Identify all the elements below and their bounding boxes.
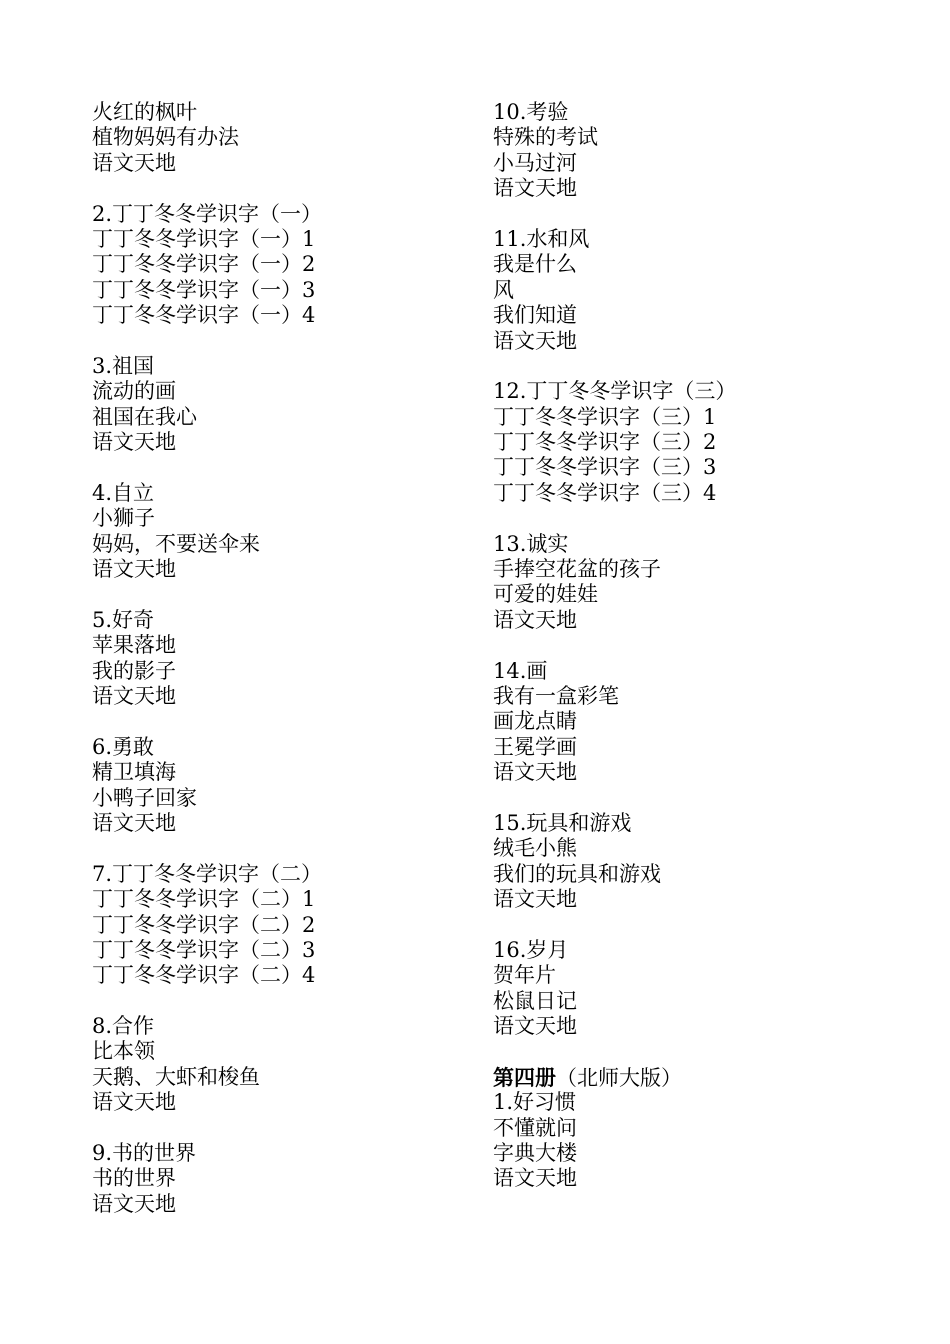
toc-unit-heading: 11.水和风 [493, 226, 590, 251]
toc-unit-heading: 4.自立 [92, 480, 155, 505]
toc-line: 小狮子 [92, 506, 155, 531]
toc-line: 丁丁冬冬学识字（一）2 [92, 252, 316, 277]
toc-group [493, 379, 873, 506]
toc-unit-heading: 2.丁丁冬冬学识字（一） [92, 201, 323, 226]
toc-line: 丁丁冬冬学识字（三）2 [493, 430, 717, 455]
toc-line: 丁丁冬冬学识字（一）3 [92, 277, 316, 302]
toc-line: 比本领 [92, 1039, 155, 1064]
toc-line: 丁丁冬冬学识字（二）1 [92, 887, 316, 912]
toc-line: 可爱的娃娃 [493, 582, 598, 607]
toc-unit-heading: 12.丁丁冬冬学识字（三） [493, 379, 737, 404]
toc-line: 语文天地 [493, 1166, 577, 1191]
toc-unit-heading: 9.书的世界 [92, 1141, 197, 1166]
toc-group [493, 532, 873, 634]
left-column [92, 100, 452, 1243]
toc-line: 语文天地 [92, 430, 176, 455]
toc-line: 丁丁冬冬学识字（二）4 [92, 963, 316, 988]
toc-line: 语文天地 [493, 760, 577, 785]
toc-unit-heading: 5.好奇 [92, 607, 155, 632]
toc-line: 语文天地 [493, 887, 577, 912]
toc-line: 丁丁冬冬学识字（二）2 [92, 912, 316, 937]
toc-line: 苹果落地 [92, 633, 176, 658]
toc-line: 语文天地 [92, 150, 176, 175]
toc-line: 书的世界 [92, 1166, 176, 1191]
toc-line: 手捧空花盆的孩子 [493, 557, 661, 582]
toc-group [92, 202, 452, 329]
toc-group [92, 862, 452, 989]
toc-line: 丁丁冬冬学识字（三）3 [493, 455, 717, 480]
toc-group [92, 1014, 452, 1116]
toc-group [92, 608, 452, 710]
toc-unit-heading: 16.岁月 [493, 937, 569, 962]
toc-line: 字典大楼 [493, 1141, 577, 1166]
toc-line: 特殊的考试 [493, 125, 598, 150]
toc-line: 精卫填海 [92, 760, 176, 785]
toc-group [493, 811, 873, 913]
toc-unit-heading: 8.合作 [92, 1014, 155, 1039]
toc-line: 我是什么 [493, 252, 577, 277]
toc-group [92, 1141, 452, 1217]
toc-group [493, 938, 873, 1040]
toc-line: 丁丁冬冬学识字（二）3 [92, 937, 316, 962]
toc-line: 语文天地 [493, 176, 577, 201]
toc-unit-heading: 13.诚实 [493, 531, 569, 556]
toc-line: 天鹅、大虾和梭鱼 [92, 1064, 260, 1089]
book4-heading-bold: 第四册 [493, 1064, 556, 1090]
toc-line: 我的影子 [92, 658, 176, 683]
book4-heading [493, 1065, 873, 1090]
toc-line: 王冕学画 [493, 734, 577, 759]
toc-group [92, 735, 452, 837]
toc-line: 植物妈妈有办法 [92, 125, 239, 150]
toc-line: 丁丁冬冬学识字（一）1 [92, 226, 316, 251]
toc-line: 丁丁冬冬学识字（一）4 [92, 303, 316, 328]
toc-group [493, 227, 873, 354]
toc-unit-heading: 7.丁丁冬冬学识字（二） [92, 861, 323, 886]
book4-heading-edition: （北师大版） [556, 1065, 682, 1090]
toc-line: 语文天地 [493, 328, 577, 353]
toc-line: 松鼠日记 [493, 988, 577, 1013]
toc-group [92, 354, 452, 456]
toc-line: 丁丁冬冬学识字（三）1 [493, 404, 717, 429]
right-column [493, 100, 873, 1217]
toc-line: 绒毛小熊 [493, 836, 577, 861]
toc-line: 小鸭子回家 [92, 785, 197, 810]
toc-group [493, 659, 873, 786]
toc-line: 语文天地 [92, 1090, 176, 1115]
toc-line: 小马过河 [493, 150, 577, 175]
toc-line: 我们的玩具和游戏 [493, 861, 661, 886]
toc-group [92, 100, 452, 176]
toc-line: 丁丁冬冬学识字（三）4 [493, 480, 717, 505]
toc-line: 流动的画 [92, 379, 176, 404]
toc-line: 语文天地 [92, 683, 176, 708]
toc-group [493, 100, 873, 202]
toc-line: 语文天地 [92, 810, 176, 835]
toc-unit-heading: 1.好习惯 [493, 1090, 577, 1115]
toc-unit-heading: 10.考验 [493, 100, 569, 124]
toc-line: 语文天地 [493, 1014, 577, 1039]
toc-line: 火红的枫叶 [92, 100, 197, 124]
toc-line: 语文天地 [493, 607, 577, 632]
toc-line: 画龙点睛 [493, 709, 577, 734]
toc-line: 不懂就问 [493, 1115, 577, 1140]
toc-unit-heading: 14.画 [493, 658, 548, 683]
book4-group [493, 1065, 873, 1192]
toc-line: 我有一盒彩笔 [493, 683, 619, 708]
toc-line: 祖国在我心 [92, 404, 197, 429]
toc-line: 妈妈，不要送伞来 [92, 531, 260, 556]
toc-line: 语文天地 [92, 557, 176, 582]
toc-group [92, 481, 452, 583]
toc-line: 我们知道 [493, 303, 577, 328]
toc-unit-heading: 15.玩具和游戏 [493, 810, 632, 835]
toc-line: 语文天地 [92, 1191, 176, 1216]
toc-line: 风 [493, 277, 514, 302]
toc-line: 贺年片 [493, 963, 556, 988]
toc-unit-heading: 3.祖国 [92, 353, 155, 378]
toc-unit-heading: 6.勇敢 [92, 734, 155, 759]
